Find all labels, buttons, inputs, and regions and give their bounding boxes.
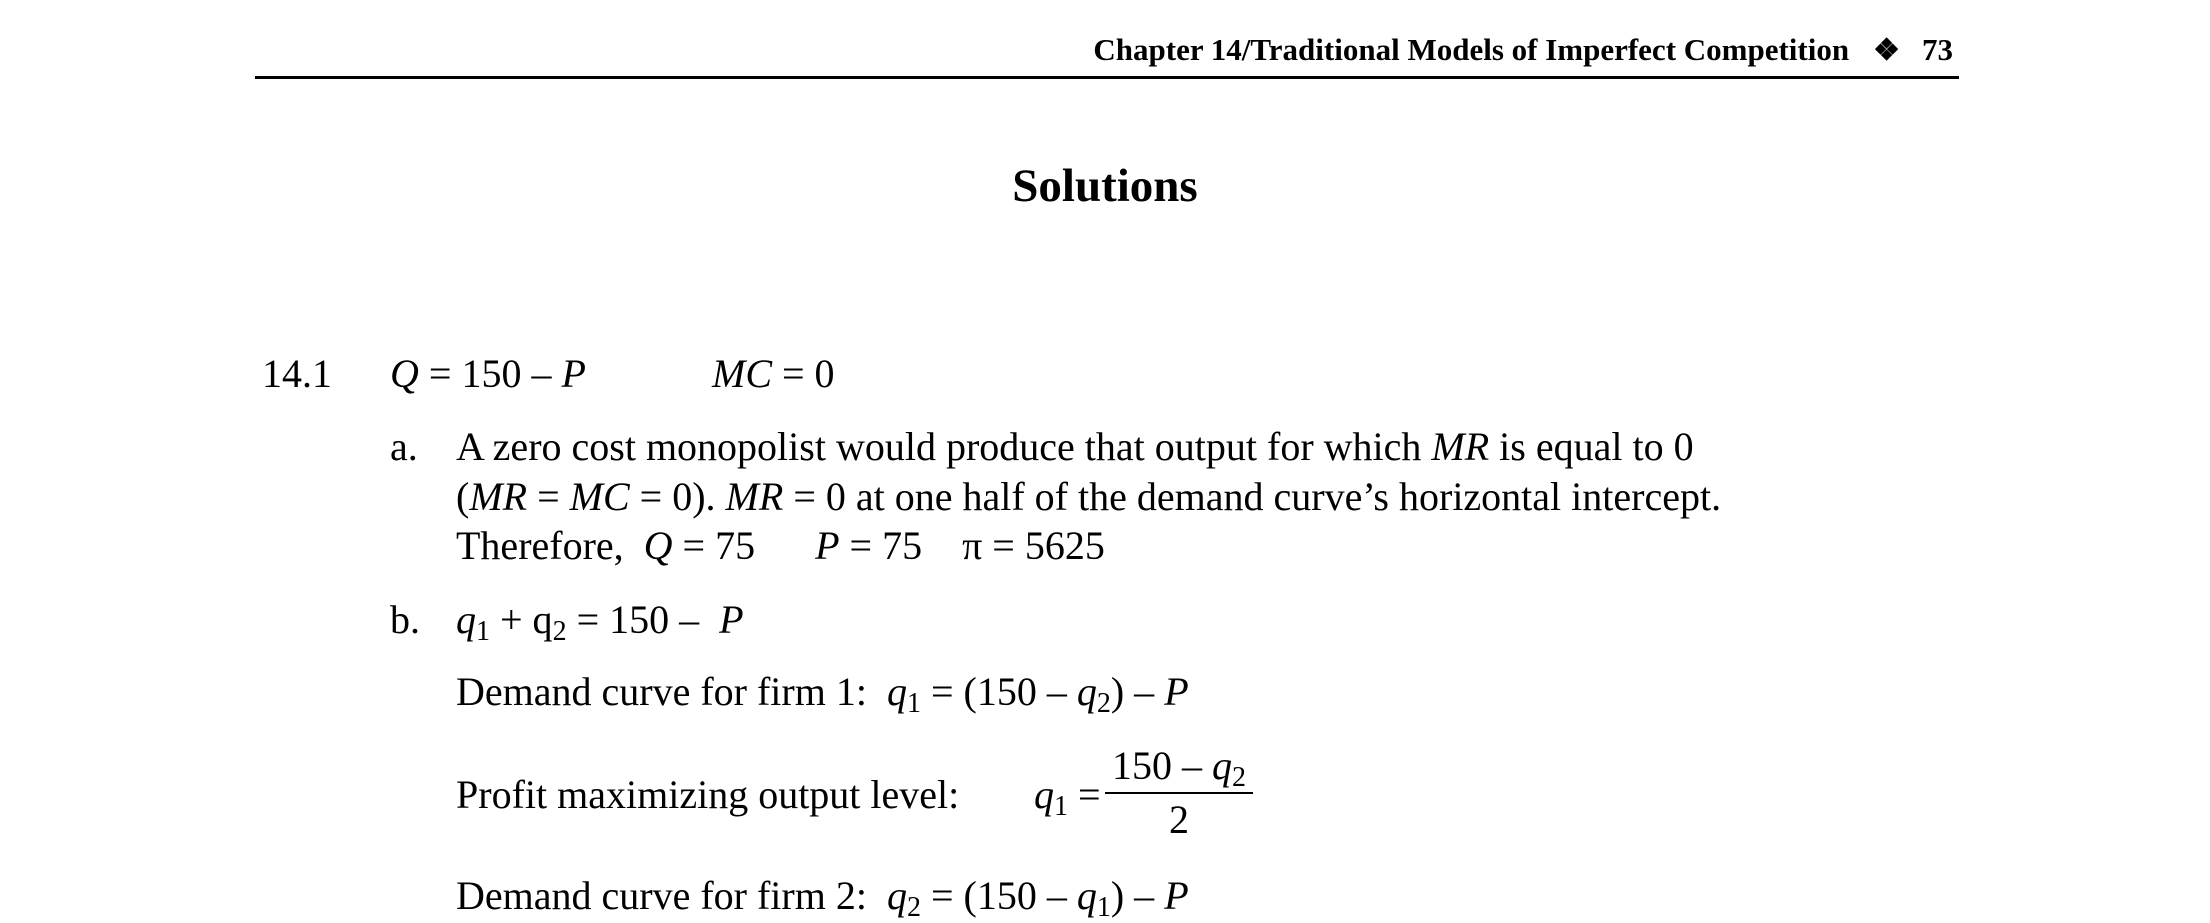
demand-curve-firm-1: Demand curve for firm 1: $q_1 = (150 - q_2) - P$ xyxy=(456,669,1189,719)
given-cost: MC = 0 xyxy=(712,351,835,396)
profit-max-lhs: $q_1$ = xyxy=(1034,772,1101,822)
fraction-numerator: $150 - q_2$ xyxy=(1112,743,1246,793)
chapter-title: Chapter 14/Traditional Models of Imperfect Competition xyxy=(1093,32,1850,67)
profit-max-fraction xyxy=(1105,742,1253,844)
part-b-marker: b. xyxy=(390,597,420,642)
given-demand: Q = 150 – P xyxy=(390,351,586,396)
part-a-line-2: (MR = MC = 0). MR = 0 at one half of the demand curve’s horizontal intercept. xyxy=(456,474,1722,519)
part-a-line-3: Therefore, Q = 75 P = 75 π = 5625 xyxy=(456,523,1105,568)
demand-curve-firm-2: Demand curve for firm 2: $q_2 = (150 - q_1) - P$ xyxy=(456,873,1189,923)
profit-max-label: Profit maximizing output level: xyxy=(456,772,960,817)
demand-2-label: Demand curve for firm 2: xyxy=(456,873,867,918)
part-a-marker: a. xyxy=(390,424,418,469)
demand-1-label: Demand curve for firm 1: xyxy=(456,669,867,714)
therefore-label: Therefore, xyxy=(456,523,624,568)
fraction-denominator: 2 xyxy=(1169,797,1189,842)
fraction-bar xyxy=(1105,792,1253,794)
section-title: Solutions xyxy=(1012,160,1198,212)
part-b-equation: $q_1 + q_2 = 150 - P$ xyxy=(456,597,744,647)
problem-number: 14.1 xyxy=(262,351,332,396)
running-header xyxy=(255,28,1959,79)
diamond-separator-icon: ❖ xyxy=(1873,34,1900,67)
part-a-line-1: A zero cost monopolist would produce that output for which MR is equal to 0 xyxy=(456,424,1694,469)
page-number: 73 xyxy=(1922,32,1953,67)
